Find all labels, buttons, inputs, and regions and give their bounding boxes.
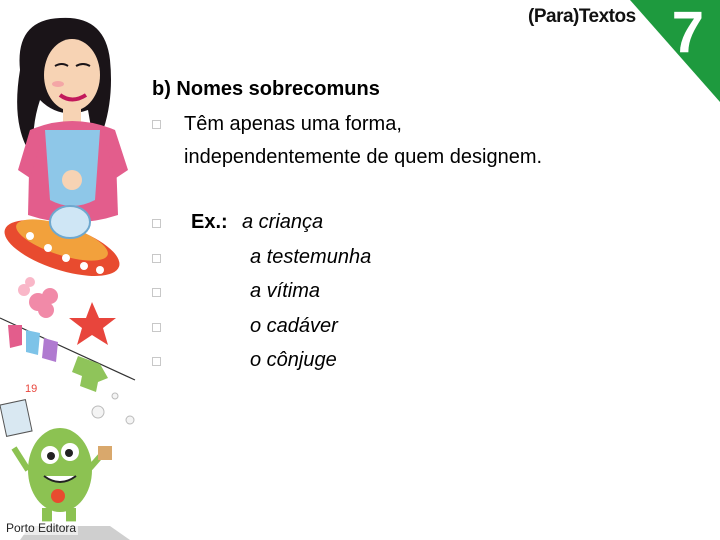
bullet-icon <box>152 219 161 228</box>
star-icon <box>69 302 116 345</box>
illustration-column <box>0 0 150 540</box>
hat-illustration <box>0 206 126 287</box>
bullet-icon <box>152 357 161 366</box>
definition-line-1: Têm apenas uma forma, <box>184 113 402 135</box>
example-item: o cadáver <box>250 315 338 337</box>
badge-number: 7 <box>671 0 704 65</box>
brand-logo: (Para)Textos <box>528 6 636 27</box>
svg-text:19: 19 <box>25 383 38 395</box>
clothesline-illustration <box>0 318 135 395</box>
bullet-icon <box>152 254 161 263</box>
badge-icon <box>600 0 720 102</box>
bullet-icon <box>152 323 161 332</box>
example-item: a vítima <box>250 280 321 302</box>
example-item: o cônjuge <box>250 349 337 371</box>
bullet-icon <box>152 120 161 129</box>
bullet-icon <box>152 288 161 297</box>
publisher-credit: Porto Editora <box>6 521 77 535</box>
example-item: a testemunha <box>250 246 372 268</box>
woman-illustration <box>17 18 128 223</box>
section-heading: b) Nomes sobrecomuns <box>152 78 380 100</box>
definition-line-2: independentemente de quem designem. <box>184 146 543 168</box>
example-item: a criança <box>242 211 324 233</box>
example-label: Ex.: <box>191 211 228 233</box>
